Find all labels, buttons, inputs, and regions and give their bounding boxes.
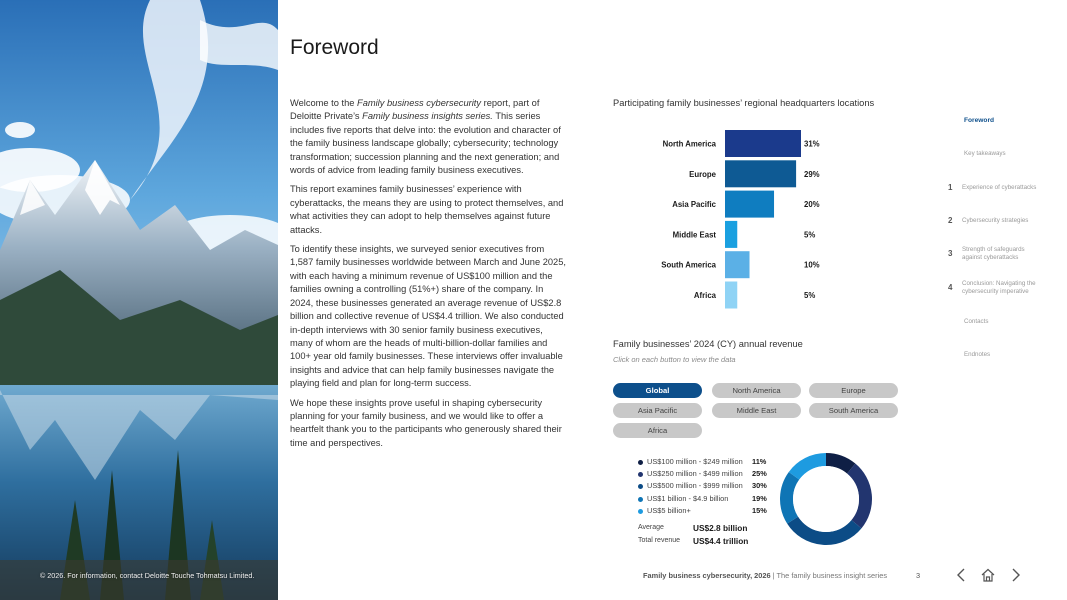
copyright-notice: © 2026. For information, contact Deloitte Touche Tohmatsu Limited. bbox=[40, 571, 255, 580]
legend-label: US$1 billion - $4.9 billion bbox=[647, 493, 729, 503]
foreword-body bbox=[290, 97, 566, 456]
region-button-north-america[interactable]: North America bbox=[712, 383, 801, 398]
legend-swatch bbox=[638, 497, 643, 502]
total-label: Total revenue bbox=[638, 537, 681, 544]
hq-chart-title: Participating family businesses’ regional headquarters locations bbox=[613, 98, 875, 108]
hq-bar-value-middle-east: 5% bbox=[804, 230, 816, 240]
legend-swatch bbox=[638, 472, 643, 477]
legend-swatch bbox=[638, 460, 643, 465]
region-button-africa[interactable]: Africa bbox=[613, 423, 702, 438]
legend-label: US$500 million - $999 million bbox=[647, 481, 743, 491]
legend-value: 19% bbox=[752, 493, 767, 503]
footer-report-name: Family business cybersecurity, 2026 bbox=[643, 571, 771, 580]
legend-label: US$250 million - $499 million bbox=[647, 469, 743, 479]
donut-slice-us-500-million-999-million bbox=[793, 520, 857, 538]
hq-bar-middle-east bbox=[725, 221, 737, 248]
chevron-right-icon[interactable] bbox=[1007, 567, 1023, 583]
hq-bar-value-africa: 5% bbox=[804, 291, 816, 300]
nav-item-strength-of-safeguards-against[interactable]: Strength of safeguards against cyberattacks bbox=[962, 246, 1025, 261]
region-button-asia-pacific[interactable]: Asia Pacific bbox=[613, 403, 702, 418]
total-value: US$4.4 trillion bbox=[693, 536, 749, 546]
hq-bar-label-north-america: North America bbox=[662, 139, 716, 149]
paragraph-scope: This report examines family businesses’ experience with cyberattacks, the means they are using to protect themselves, and what activities they can adopt to help themselves against future attacks. bbox=[290, 184, 564, 235]
total-revenue-row bbox=[638, 536, 749, 546]
home-icon[interactable] bbox=[980, 567, 996, 583]
region-button-middle-east[interactable]: Middle East bbox=[712, 403, 801, 418]
nav-item-endnotes[interactable]: Endnotes bbox=[964, 351, 991, 358]
region-button-global[interactable]: Global bbox=[613, 383, 702, 398]
legend-value: 15% bbox=[752, 505, 767, 515]
hq-bar-north-america bbox=[725, 130, 801, 157]
hq-bar-label-middle-east: Middle East bbox=[672, 230, 716, 240]
hq-bar-label-africa: Africa bbox=[693, 291, 716, 300]
nav-item-foreword[interactable]: Foreword bbox=[964, 117, 995, 124]
nav-item-cybersecurity-strategies[interactable]: Cybersecurity strategies bbox=[962, 217, 1029, 224]
hq-bar-value-north-america: 31% bbox=[804, 139, 820, 149]
legend-value: 11% bbox=[752, 457, 767, 466]
hq-bar-africa bbox=[725, 282, 737, 309]
region-button-europe[interactable]: Europe bbox=[809, 383, 898, 398]
footer-separator: | bbox=[770, 571, 777, 580]
mountain-lake-image bbox=[0, 0, 278, 600]
hq-bar-asia-pacific bbox=[725, 191, 774, 218]
legend-value: 30% bbox=[752, 481, 767, 491]
average-label: Average bbox=[638, 524, 664, 531]
paragraph-thanks: We hope these insights prove useful in shaping cybersecurity planning for your family business, and we would like to offer a heartfelt thank you to the participants who generously shared their time and perspectives. bbox=[290, 397, 562, 448]
hq-bar-value-south-america: 10% bbox=[804, 260, 820, 270]
donut-slice-us-1-billion-4-9-billion bbox=[787, 476, 795, 520]
hq-bar-label-south-america: South America bbox=[661, 260, 716, 270]
revenue-donut-chart bbox=[778, 451, 874, 547]
page-number: 3 bbox=[916, 571, 921, 580]
average-revenue-row bbox=[638, 523, 748, 533]
revenue-subtitle: Click on each button to view the data bbox=[613, 355, 736, 364]
hq-bar-label-europe: Europe bbox=[689, 169, 716, 179]
hq-bar-chart bbox=[613, 124, 853, 314]
nav-item-key-takeaways[interactable]: Key takeaways bbox=[964, 150, 1006, 157]
cover-photo bbox=[0, 0, 278, 600]
chevron-left-icon[interactable] bbox=[954, 567, 970, 583]
legend-swatch bbox=[638, 484, 643, 489]
legend-label: US$5 billion+ bbox=[647, 505, 691, 515]
revenue-title: Family businesses’ 2024 (CY) annual revenue bbox=[613, 339, 803, 349]
paragraph-methodology: To identify these insights, we surveyed senior executives from 1,587 family businesses worldwide between March and June 2025, with each having a minimum revenue of US$100 million and the families owning a controlling (51%+) share of the company. In 2024, these businesses generated an average revenue of US$2.8 billion and collective revenue of US$4.4 trillion. We also conducted in-depth interviews with 30 senior family business executives, many of whom are the heads of multi-billion-dollar families and 100+ year old family businesses. These interviews offer invaluable insights and advice that can help family businesses navigate the playing field and plan for long-term success. bbox=[290, 244, 566, 389]
nav-item-contacts[interactable]: Contacts bbox=[964, 318, 989, 325]
footer bbox=[643, 571, 887, 580]
hq-bar-south-america bbox=[725, 251, 750, 278]
nav-item-number: 3 bbox=[948, 249, 953, 258]
page-title: Foreword bbox=[290, 36, 379, 59]
hq-bar-label-asia-pacific: Asia Pacific bbox=[672, 200, 716, 210]
footer-series-name: The family business insight series bbox=[776, 571, 888, 580]
hq-bar-europe bbox=[725, 160, 796, 187]
hq-bar-value-asia-pacific: 20% bbox=[804, 200, 820, 210]
nav-item-conclusion-navigating-the-cybe[interactable]: Conclusion: Navigating the cybersecurity imperative bbox=[962, 280, 1036, 295]
donut-slice-us-5-billion bbox=[794, 460, 826, 476]
paragraph-intro: Welcome to the Family business cybersecurity report, part of Deloitte Private’s Family business insights series. This series includes five reports that delve into: the evolution and character of the family business landscape globally; cybersecurity; technology transformation; succession planning and the next generation; and words of advice from leading family business executives. bbox=[290, 98, 561, 176]
nav-item-number: 2 bbox=[948, 216, 953, 225]
legend-label: US$100 million - $249 million bbox=[647, 457, 743, 466]
legend-value: 25% bbox=[752, 469, 767, 479]
donut-inner-ring bbox=[794, 467, 859, 532]
average-value: US$2.8 billion bbox=[693, 523, 748, 533]
region-button-south-america[interactable]: South America bbox=[809, 403, 898, 418]
hq-bar-value-europe: 29% bbox=[804, 169, 820, 179]
nav-item-number: 4 bbox=[948, 283, 953, 292]
legend-swatch bbox=[638, 509, 643, 514]
nav-item-experience-of-cyberattacks[interactable]: Experience of cyberattacks bbox=[962, 184, 1037, 191]
nav-item-number: 1 bbox=[948, 183, 953, 192]
